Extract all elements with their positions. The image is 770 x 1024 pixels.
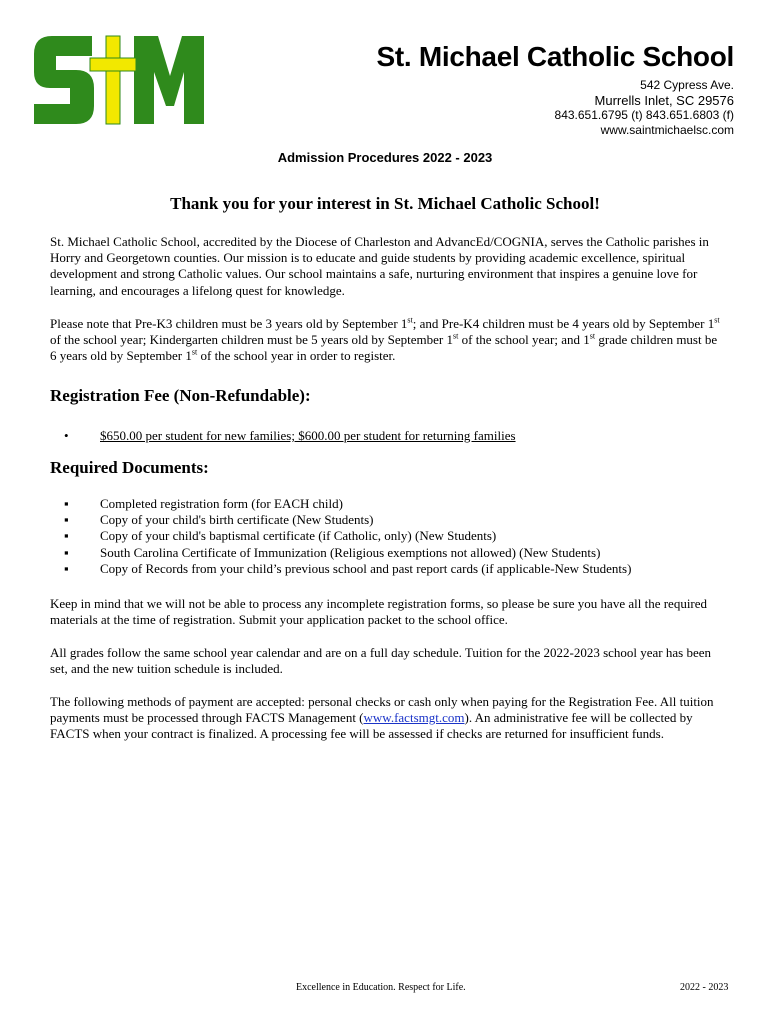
registration-fee-heading: Registration Fee (Non-Refundable): [50, 386, 311, 405]
payment-methods-paragraph: The following methods of payment are accepted: personal checks or cash only when paying for the Registration Fee. All tuition payments must be processed through FACTS Management (www.factsmgt.com). An administrative fee will be collected by FACTS when your contract is finalized. A processing fee will be assessed if checks are returned for insufficient funds. [50, 694, 714, 742]
square-bullet-icon: ▪ [64, 560, 69, 576]
facts-management-link[interactable]: www.factsmgt.com [363, 710, 465, 726]
list-item: ▪ Copy of your child's baptismal certificate (if Catholic, only) (New Students) [64, 528, 497, 544]
grades-schedule-paragraph: All grades follow the same school year calendar and are on a full day schedule. Tuition for the 2022-2023 school year has been set, and the new tuition schedule is included. [50, 645, 712, 677]
school-logo [30, 32, 206, 128]
square-bullet-icon: ▪ [64, 512, 69, 528]
address-city: Murrells Inlet, SC 29576 [594, 93, 734, 108]
registration-fee-list [64, 428, 516, 444]
square-bullet-icon: ▪ [64, 528, 69, 544]
school-website: www.saintmichaelsc.com [600, 123, 734, 137]
incomplete-forms-paragraph: Keep in mind that we will not be able to process any incomplete registration forms, so please be sure you have all the required materials at the time of registration. Submit your application packet to the school office. [50, 596, 708, 628]
square-bullet-icon: ▪ [64, 496, 69, 511]
list-item [64, 428, 516, 444]
footer-motto: Excellence in Education. Respect for Life. [296, 982, 466, 993]
footer-year: 2022 - 2023 [680, 982, 729, 993]
bullet-icon: • [64, 428, 69, 443]
phone-numbers: 843.651.6795 (t) 843.651.6803 (f) [554, 108, 734, 122]
registration-fee-amount: $650.00 per student for new families; $600.00 per student for returning families [100, 428, 516, 443]
address-street: 542 Cypress Ave. [640, 78, 734, 92]
age-requirements-paragraph: Please note that Pre-K3 children must be 3 years old by September 1st; and Pre-K4 children must be 4 years old by September 1st of the school year; Kindergarten children must be 5 years old by September 1st of the school year; and 1st grade children must be 6 years old by September 1st of the school year in order to register. [50, 315, 720, 364]
required-documents-heading: Required Documents: [50, 458, 209, 477]
list-item: ▪ Copy of your child's birth certificate (New Students) [64, 512, 374, 528]
school-header [376, 40, 734, 138]
thank-you-heading: Thank you for your interest in St. Michael Catholic School! [170, 194, 600, 213]
list-item: ▪ Copy of Records from your child’s previous school and past report cards (if applicable-New Students) [64, 560, 632, 576]
intro-paragraph: St. Michael Catholic School, accredited by the Diocese of Charleston and AdvancEd/COGNIA, serves the Catholic parishes in Horry and Georgetown counties. Our mission is to educate and guide students by providing academic excellence, spiritual development and strong Catholic values. Our school maintains a safe, nurturing environment that inspires a genuine love for learning, and encourages a lifelong quest for knowledge. [50, 234, 709, 298]
page-title: Admission Procedures 2022 - 2023 [277, 150, 493, 165]
list-item: ▪ South Carolina Certificate of Immunization (Religious exemptions not allowed) (New Students) [64, 544, 601, 560]
school-name: St. Michael Catholic School [376, 41, 734, 72]
list-item: ▪ Completed registration form (for EACH child) [64, 496, 343, 511]
square-bullet-icon: ▪ [64, 544, 69, 560]
required-documents-list [64, 496, 631, 577]
